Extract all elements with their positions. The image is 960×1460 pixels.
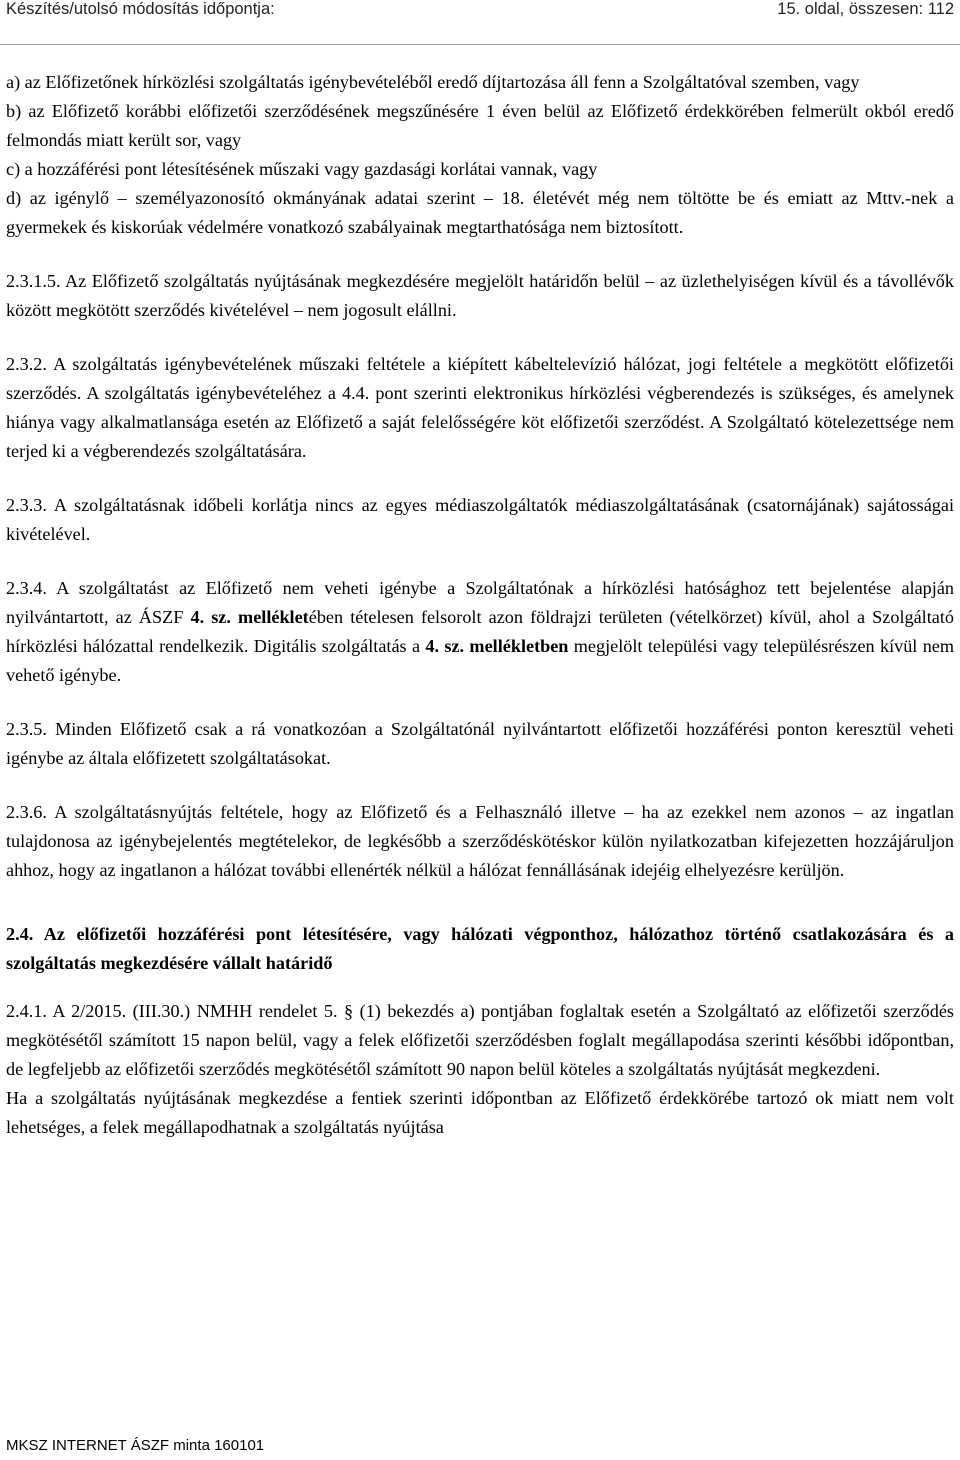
annex-4-reference: 4. sz. melléklet [190,607,309,627]
paragraph-2-3-3: 2.3.3. A szolgáltatásnak időbeli korlátja nincs az egyes médiaszolgáltatók médiaszolgáltatásának (csatornájának) sajátosságai kivételével. [6,495,954,544]
page-counter: 15. oldal, összesen: 112 [777,0,954,18]
paragraph-item-d: d) az igénylő – személyazonosító okmányának adatai szerint – 18. életévét még nem töltötte be és emiatt az Mttv.-nek a gyermekek és kiskorúak védelmére vonatkozó szabályainak megtarthatósága nem biztosított. [6,188,954,237]
paragraph-item-a: a) az Előfizetőnek hírközlési szolgáltatás igénybevételéből eredő díjtartozása áll fenn a Szolgáltatóval szemben, vagy [6,72,860,92]
paragraph-2-3-4-part-e: megjelölt települési vagy településrészen kívül nem vehető igénybe. [6,636,955,685]
paragraph-item-c: c) a hozzáférési pont létesítésének műszaki vagy gazdasági korlátai vannak, vagy [6,159,598,179]
document-body [6,68,954,1142]
paragraph-2-4-1-continued: Ha a szolgáltatás nyújtásának megkezdése a fentiek szerinti időpontban az Előfizető érdekkörébe tartozó ok miatt nem volt lehetséges, a felek megállapodhatnak a szolgáltatás nyújtása [6,1088,954,1137]
annex-4-reference-2: 4. sz. mellékletben [425,636,569,656]
paragraph-item-b: b) az Előfizető korábbi előfizetői szerződésének megszűnésére 1 éven belül az Előfizető érdekkörében felmerült okból eredő felmondás miatt került sor, vagy [6,101,954,150]
paragraph-2-3-1-5: 2.3.1.5. Az Előfizető szolgáltatás nyújtásának megkezdésére megjelölt határidőn belül – az üzlethelyiségen kívül és a távollévők között megkötött szerződés kivételével – nem jogosult elállni. [6,271,954,320]
paragraph-2-3-6: 2.3.6. A szolgáltatásnyújtás feltétele, hogy az Előfizető és a Felhasználó illetve – ha az ezekkel nem azonos – az ingatlan tulajdonosa az igénybejelentés megtételekor, de legkésőbb a szerződéskötéskor külön nyilatkozatban kifejezetten hozzájáruljon ahhoz, hogy az ingatlanon a hálózat további ellenérték nélkül a hálózat fennállásának idejéig elhelyezésre kerüljön. [6,802,954,880]
page-footer: MKSZ INTERNET ÁSZF minta 160101 [6,1437,265,1454]
paragraph-2-3-5: 2.3.5. Minden Előfizető csak a rá vonatkozóan a Szolgáltatónál nyilvántartott előfizetői hozzáférési ponton keresztül veheti igénybe az általa előfizetett szolgáltatásokat. [6,719,954,768]
modified-date-label: Készítés/utolsó módosítás időpontja: [6,0,275,18]
header-divider [0,44,960,45]
section-heading-2-4: 2.4. Az előfizetői hozzáférési pont létesítésére, vagy hálózati végponthoz, hálózathoz történő csatlakozására és a szolgáltatás megkezdésére vállalt határidő [6,924,954,973]
paragraph-2-3-2: 2.3.2. A szolgáltatás igénybevételének műszaki feltétele a kiépített kábeltelevízió hálózat, jogi feltétele a megkötött előfizetői szerződés. A szolgáltatás igénybevételéhez a 4.4. pont szerinti elektronikus hírközlési végberendezés is szükséges, és amelynek hiánya vagy alkalmatlansága esetén az Előfizető a saját felelősségére köt előfizetői szerződést. A Szolgáltató kötelezettsége nem terjed ki a végberendezés szolgáltatására. [6,354,954,461]
paragraph-2-4-1: 2.4.1. A 2/2015. (III.30.) NMHH rendelet 5. § (1) bekezdés a) pontjában foglaltak esetén a Szolgáltató az előfizetői szerződés megkötésétől számított 15 napon belül, vagy a felek előfizetői szerződésben foglalt megállapodása szerinti későbbi időpontban, de legfeljebb az előfizetői szerződés megkötésétől számított 90 napon belül köteles a szolgáltatás nyújtását megkezdeni. [6,1001,954,1079]
page-header [6,0,954,28]
paragraph-2-3-4-part-c: ében tételesen felsorolt azon földrajzi területen (vételkörzet) kívül, ahol a Szolgáltató hírközlési hálózattal rendelkezik. Digitális szolgáltatás a [6,607,955,656]
paragraph-2-3-4 [6,574,954,690]
paragraph-2-3-4-part-a: 2.3.4. A szolgáltatást az Előfizető nem veheti igénybe a Szolgáltatónak a hírközlési hatósághoz tett bejelentése alapján nyilvántartott, az ÁSZF [6,578,954,627]
